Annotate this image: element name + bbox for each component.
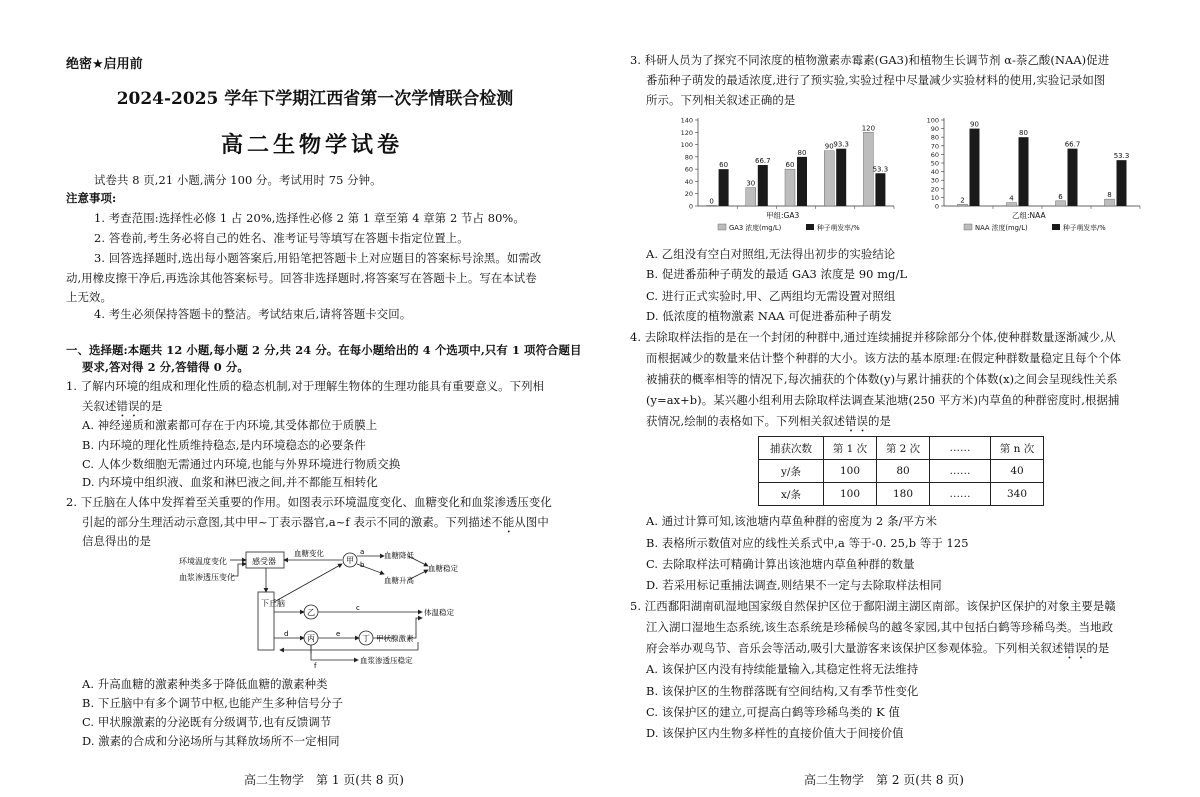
data-label-concentration: 4 bbox=[1009, 194, 1014, 203]
q5-option-a: A. 该保护区内没有持续能量输入,其稳定性将无法维持 bbox=[646, 662, 919, 676]
y-tick-label: 30 bbox=[930, 176, 939, 185]
page-footer-right: 高二生物学 第 2 页(共 8 页) bbox=[804, 773, 964, 787]
q5-option-c: C. 该保护区的建立,可提高白鹤等珍稀鸟类的 K 值 bbox=[646, 705, 900, 719]
data-label-germination-rate: 53.3 bbox=[1113, 152, 1130, 161]
q2-option-c: C. 甲状腺激素的分泌既有分级调节,也有反馈调节 bbox=[82, 715, 332, 729]
diagram-c: c bbox=[356, 604, 360, 612]
notice-heading: 注意事项: bbox=[66, 191, 117, 205]
diagram-temp-stable: 体温稳定 bbox=[424, 608, 454, 617]
legend-swatch-concentration bbox=[964, 224, 972, 230]
q2-option-a: A. 升高血糖的激素种类多于降低血糖的激素种类 bbox=[82, 677, 328, 691]
y-tick-label: 40 bbox=[930, 168, 939, 177]
data-label-germination-rate: 53.3 bbox=[872, 165, 889, 174]
right-page bbox=[600, 0, 1200, 797]
exam-intro: 试卷共 8 页,21 小题,满分 100 分。考试用时 75 分钟。 bbox=[94, 173, 382, 187]
table-cell: 340 bbox=[991, 483, 1044, 506]
confidential-mark: 绝密★启用前 bbox=[66, 57, 143, 72]
chart-naa bbox=[918, 114, 1148, 242]
data-label-germination-rate: 66.7 bbox=[1064, 140, 1081, 149]
q4-stem-cont: 被捕获的概率相等的情况下,每次捕获的个体数(y)与累计捕获的个体数(x)之间会呈现线性关系 bbox=[646, 372, 1118, 386]
y-tick-label: 60 bbox=[930, 150, 939, 159]
diagram-env-temp: 环境温度变化 bbox=[179, 557, 227, 566]
table-row bbox=[759, 460, 1044, 483]
bar-concentration bbox=[746, 188, 756, 206]
q2-option-b: B. 下丘脑中有多个调节中枢,也能产生多种信号分子 bbox=[82, 696, 343, 710]
data-label-germination-rate: 80 bbox=[797, 148, 807, 157]
q4-option-b: B. 表格所示数值对应的线性关系式中,a 等于-0. 25,b 等于 125 bbox=[646, 536, 969, 550]
q5-option-d: D. 该保护区内生物多样性的直接价值大于间接价值 bbox=[646, 726, 904, 740]
table-row bbox=[759, 483, 1044, 506]
bar-germination-rate bbox=[1019, 137, 1029, 206]
bar-concentration bbox=[1105, 199, 1115, 206]
diagram-bing: 丙 bbox=[307, 634, 315, 643]
diagram-e: e bbox=[336, 630, 341, 638]
bar-concentration bbox=[785, 169, 795, 206]
q3-option-d: D. 低浓度的植物激素 NAA 可促进番茄种子萌发 bbox=[646, 309, 892, 323]
q2-stem: 2. 下丘脑在人体中发挥着至关重要的作用。如图表示环境温度变化、血糖变化和血浆渗透压变化 bbox=[66, 495, 552, 509]
q3-stem: 3. 科研人员为了探究不同浓度的植物激素赤霉素(GA3)和植物生长调节剂 α-萘乙酸(NAA)促进 bbox=[630, 53, 1110, 67]
chart-group-title: 甲组:GA3 bbox=[766, 211, 800, 220]
q4-stem-cont: (y=ax+b)。某兴趣小组利用去除取样法调查某池塘(250 平方米)内草鱼的种群密度时,根据捕 bbox=[646, 393, 1120, 407]
y-tick-label: 140 bbox=[680, 116, 693, 125]
y-tick-label: 40 bbox=[684, 177, 693, 186]
bar-concentration bbox=[1007, 203, 1017, 206]
table-cell: 40 bbox=[991, 460, 1044, 483]
page-footer-left: 高二生物学 第 1 页(共 8 页) bbox=[244, 773, 404, 787]
data-label-germination-rate: 66.7 bbox=[755, 157, 771, 166]
bar-germination-rate bbox=[836, 149, 846, 206]
q5-option-b: B. 该保护区的生物群落既有空间结构,又有季节性变化 bbox=[646, 684, 919, 698]
y-tick-label: 90 bbox=[930, 125, 939, 134]
bar-concentration bbox=[958, 204, 968, 206]
q4-option-a: A. 通过计算可知,该池塘内草鱼种群的密度为 2 条/平方米 bbox=[646, 514, 938, 528]
table-cell: …… bbox=[930, 460, 991, 483]
y-tick-label: 70 bbox=[930, 142, 939, 151]
data-label-concentration: 6 bbox=[1058, 192, 1063, 201]
q4-stem: 4. 去除取样法指的是在一个封闭的种群中,通过连续捕捉并移除部分个体,使种群数量逐渐减少,从 bbox=[630, 330, 1116, 344]
diagram-thyroid: 甲状腺激素 bbox=[376, 634, 414, 643]
data-label-concentration: 0 bbox=[709, 197, 714, 206]
q4-option-d: D. 若采用标记重捕法调查,则结果不一定与去除取样法相同 bbox=[646, 578, 942, 592]
table-header-cell: …… bbox=[930, 437, 991, 460]
y-tick-label: 80 bbox=[684, 153, 693, 162]
y-tick-label: 20 bbox=[684, 190, 693, 199]
notice-line: 4. 考生必须保持答题卡的整洁。考试结束后,请将答题卡交回。 bbox=[94, 307, 412, 321]
bar-germination-rate bbox=[970, 129, 980, 206]
q3-stem-cont2: 所示。下列相关叙述正确的是 bbox=[646, 93, 796, 107]
legend-swatch-germination-rate bbox=[1052, 224, 1060, 230]
q3-stem-cont: 番茄种子萌发的最适浓度,进行了预实验,实验过程中尽量减少实验材料的使用,实验记录如图 bbox=[646, 73, 1106, 87]
diagram-ding: 丁 bbox=[362, 634, 370, 643]
diagram-b: b bbox=[360, 561, 365, 569]
table-cell: 80 bbox=[877, 460, 930, 483]
diagram-f: f bbox=[314, 662, 317, 670]
diagram-d: d bbox=[284, 630, 289, 638]
table-cell: 100 bbox=[824, 460, 877, 483]
table-header-cell: 第 2 次 bbox=[877, 437, 930, 460]
bar-germination-rate bbox=[758, 165, 768, 206]
table-cell: x/条 bbox=[759, 483, 824, 506]
regulation-diagram bbox=[172, 546, 492, 670]
data-label-concentration: 8 bbox=[1107, 191, 1112, 200]
bar-concentration bbox=[1056, 201, 1066, 206]
table-header-cell: 捕获次数 bbox=[759, 437, 824, 460]
data-label-germination-rate: 80 bbox=[1019, 129, 1028, 138]
bar-germination-rate bbox=[875, 173, 885, 206]
diagram-sugar-change: 血糖变化 bbox=[294, 549, 324, 558]
q1-stem-cont: 关叙述错误的是 bbox=[82, 399, 163, 413]
table-header-cell: 第 n 次 bbox=[991, 437, 1044, 460]
diagram-yi: 乙 bbox=[307, 608, 315, 617]
q4-stem-cont: 获情况,绘制的表格如下。下列相关叙述错误的是 bbox=[646, 414, 892, 428]
notice-line: 3. 回答选择题时,选出每小题答案后,用铅笔把答题卡上对应题目的答案标号涂黑。如需改 bbox=[94, 251, 542, 265]
diagram-sensor: 感受器 bbox=[252, 557, 276, 566]
section-heading-cont: 要求,答对得 2 分,答错得 0 分。 bbox=[82, 360, 249, 374]
y-tick-label: 20 bbox=[930, 185, 939, 194]
q5-stem-cont: 府会举办观鸟节、音乐会等活动,吸引大量游客来该保护区参观体验。下列相关叙述错误的是 bbox=[646, 641, 1110, 655]
table-cell: y/条 bbox=[759, 460, 824, 483]
q1-option-b: B. 内环境的理化性质维持稳态,是内环境稳态的必要条件 bbox=[82, 438, 366, 452]
notice-line: 上无效。 bbox=[66, 290, 112, 304]
y-tick-label: 100 bbox=[680, 141, 693, 150]
bar-germination-rate bbox=[1068, 149, 1078, 206]
section-heading: 一、选择题:本题共 12 小题,每小题 2 分,共 24 分。在每小题给出的 4 个选项中,只有 1 项符合题目 bbox=[66, 343, 582, 357]
y-tick-label: 50 bbox=[930, 159, 939, 168]
notice-line: 动,用橡皮擦干净后,再选涂其他答案标号。回答非选择题时,将答案写在答题卡上。写在本试卷 bbox=[66, 271, 537, 285]
q4-stem-cont: 而根据减少的数量来估计整个种群的大小。该方法的基本原理:在假定种群数量稳定且每个个体 bbox=[646, 351, 1122, 365]
chart-group-title: 乙组:NAA bbox=[1012, 211, 1046, 220]
bar-germination-rate bbox=[797, 157, 807, 206]
capture-table bbox=[758, 436, 1044, 506]
notice-line: 1. 考查范围:选择性必修 1 占 20%,选择性必修 2 第 1 章至第 4 章第 2 节占 80%。 bbox=[94, 211, 525, 225]
data-label-concentration: 120 bbox=[861, 124, 876, 133]
legend-label-germination-rate: 种子萌发率/% bbox=[1063, 224, 1106, 232]
data-label-concentration: 2 bbox=[960, 196, 965, 205]
diagram-osmo-stable: 血浆渗透压稳定 bbox=[360, 656, 413, 665]
bar-concentration bbox=[707, 205, 717, 206]
q5-stem-cont: 江入湖口湿地生态系统,该生态系统是珍稀候鸟的越冬家园,其中包括白鹤等珍稀鸟类。当地政 bbox=[646, 620, 1114, 634]
capture-table-header bbox=[759, 437, 1044, 460]
legend-label-concentration: GA3 浓度(mg/L) bbox=[729, 224, 782, 232]
bar-germination-rate bbox=[719, 169, 729, 206]
bar-concentration bbox=[824, 151, 834, 206]
q1-stem: 1. 了解内环境的组成和理化性质的稳态机制,对于理解生物体的生理功能具有重要意义。下列相 bbox=[66, 379, 545, 393]
table-cell: 100 bbox=[824, 483, 877, 506]
q2-option-d: D. 激素的合成和分泌场所与其释放场所不一定相同 bbox=[82, 734, 340, 748]
legend-swatch-germination-rate bbox=[806, 224, 814, 230]
table-cell: …… bbox=[930, 483, 991, 506]
bar-germination-rate bbox=[1117, 160, 1127, 206]
q5-stem: 5. 江西鄱阳湖南矶湿地国家级自然保护区位于鄱阳湖主湖区南部。该保护区保护的对象主要是赣 bbox=[630, 599, 1116, 613]
diagram-a: a bbox=[360, 548, 365, 556]
diagram-sugar-down: 血糖降低 bbox=[384, 551, 414, 560]
chart-ga3 bbox=[672, 114, 902, 242]
data-label-concentration: 90 bbox=[824, 142, 834, 151]
q1-option-a: A. 神经递质和激素都可存在于内环境,其受体都位于质膜上 bbox=[82, 418, 378, 432]
q3-option-c: C. 进行正式实验时,甲、乙两组均无需设置对照组 bbox=[646, 289, 896, 303]
diagram-sugar-up: 血糖升高 bbox=[384, 576, 414, 585]
q2-stem-cont: 引起的部分生理活动示意图,其中甲~丁表示器官,a~f 表示不同的激素。下列描述不能从图中 bbox=[82, 515, 549, 529]
data-label-germination-rate: 90 bbox=[970, 120, 979, 129]
y-tick-label: 0 bbox=[688, 202, 693, 211]
notice-line: 2. 答卷前,考生务必将自己的姓名、准考证号等填写在答题卡指定位置上。 bbox=[94, 231, 469, 245]
data-label-concentration: 30 bbox=[746, 179, 756, 188]
y-tick-label: 0 bbox=[934, 202, 939, 211]
q3-option-b: B. 促进番茄种子萌发的最适 GA3 浓度是 90 mg/L bbox=[646, 267, 908, 281]
q3-option-a: A. 乙组没有空白对照组,无法得出初步的实验结论 bbox=[646, 247, 896, 261]
y-tick-label: 100 bbox=[926, 116, 939, 125]
exam-title: 2024-2025 学年下学期江西省第一次学情联合检测 bbox=[116, 89, 514, 109]
data-label-concentration: 60 bbox=[785, 161, 795, 170]
legend-swatch-concentration bbox=[718, 224, 726, 230]
table-cell: 180 bbox=[877, 483, 930, 506]
diagram-sugar-stable: 血糖稳定 bbox=[428, 564, 458, 573]
y-tick-label: 80 bbox=[930, 133, 939, 142]
y-tick-label: 120 bbox=[680, 128, 693, 137]
diagram-jia: 甲 bbox=[346, 556, 354, 565]
diagram-hypothalamus: 下丘脑 bbox=[261, 599, 285, 608]
q1-option-c: C. 人体少数细胞无需通过内环境,也能与外界环境进行物质交换 bbox=[82, 457, 401, 471]
y-tick-label: 10 bbox=[930, 193, 939, 202]
data-label-germination-rate: 93.3 bbox=[833, 140, 849, 149]
q2-stem-cont2: 信息得出的是 bbox=[82, 534, 151, 548]
q1-option-d: D. 内环境中组织液、血浆和淋巴液之间,并不都能互相转化 bbox=[82, 475, 378, 489]
legend-label-germination-rate: 种子萌发率/% bbox=[817, 224, 860, 232]
subject-title: 高二生物学试卷 bbox=[220, 133, 403, 158]
diagram-osmo-change: 血浆渗透压变化 bbox=[179, 573, 235, 582]
data-label-germination-rate: 60 bbox=[719, 161, 729, 170]
q4-option-c: C. 去除取样法可精确计算出该池塘内草鱼种群的数量 bbox=[646, 557, 915, 571]
y-tick-label: 60 bbox=[684, 165, 693, 174]
legend-label-concentration: NAA 浓度(mg/L) bbox=[975, 224, 1028, 232]
table-header-cell: 第 1 次 bbox=[824, 437, 877, 460]
